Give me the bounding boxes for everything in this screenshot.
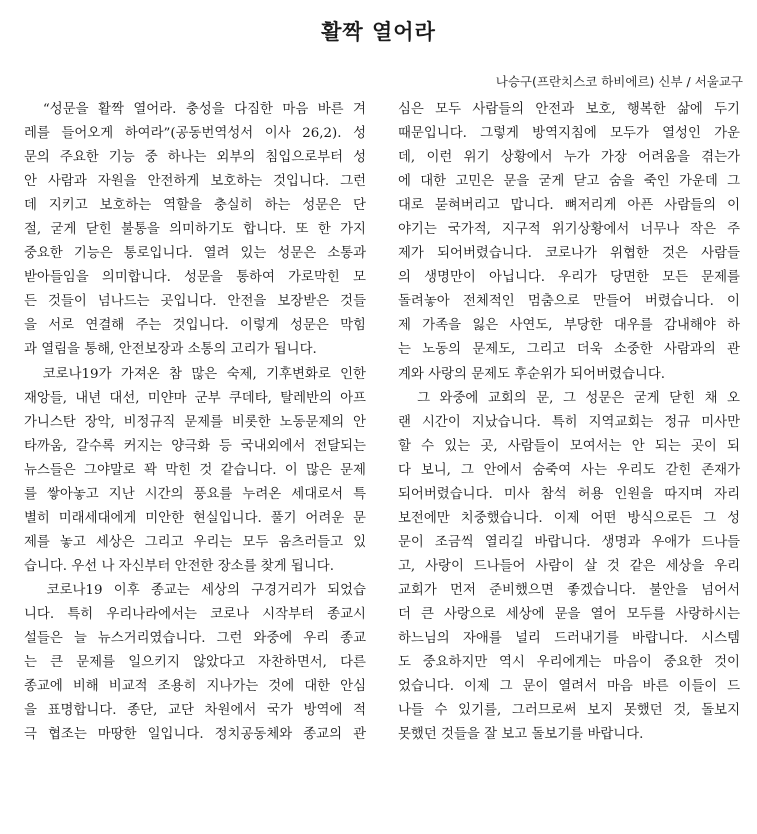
text-line: 제가 되어버렸습니다. 코로나가 위협한 것은 사람들 (398, 246, 740, 262)
text-line: 문의 주요한 기능 중 하나는 외부의 침입으로부터 성 (24, 150, 366, 166)
right-column (398, 98, 740, 747)
text-line: 가니스탄 장악, 비정규직 문제를 비롯한 노동문제의 안 (24, 414, 366, 430)
text-line: 고, 사랑이 드나들어 사람이 살 것 같은 세상을 우리 (398, 558, 740, 574)
text-line: 야기는 국가적, 지구적 위기상황에서 너무나 작은 주 (398, 222, 740, 238)
text-line: 절, 굳게 닫힌 불통을 의미하기도 합니다. 또 한 가지 (24, 222, 366, 238)
text-line: 었습니다. 이제 그 문이 열려서 마음 바른 이들이 드 (398, 679, 740, 695)
left-column (24, 98, 366, 747)
text-line: 극 협조는 마땅한 일입니다. 정치공동체와 종교의 관 (24, 727, 366, 743)
text-line: 돌려놓아 전체적인 멈춤으로 만들어 버렸습니다. 이 (398, 294, 740, 310)
text-line: 문이 조금씩 열리길 바랍니다. 생명과 우애가 드나들 (398, 534, 740, 550)
text-line: 습니다. 우선 나 자신부터 안전한 장소를 찾게 됩니다. (24, 558, 334, 574)
text-line: 때문입니다. 그렇게 방역지침에 모두가 열성인 가운 (398, 126, 740, 142)
text-line: 계와 사랑의 문제도 후순위가 되어버렸습니다. (398, 366, 666, 382)
text-line: 되어버렸습니다. 미사 참석 허용 인원을 따지며 자리 (398, 486, 740, 502)
text-line: 코로나19가 가져온 참 많은 숙제, 기후변화로 인한 (24, 366, 366, 382)
text-line: 니다. 특히 우리나라에서는 코로나 시작부터 종교시 (24, 606, 366, 622)
text-line: 설들은 늘 뉴스거리였습니다. 그런 와중에 우리 종교 (24, 631, 366, 647)
text-line: 대로 묻혀버리고 맙니다. 뼈저리게 아픈 사람들의 이 (398, 198, 740, 214)
text-line: 제 가족을 잃은 사연도, 부당한 대우를 감내해야 하 (398, 318, 740, 334)
text-line: 뉴스들은 그야말로 꽉 막힌 것 같습니다. 이 많은 문제 (24, 462, 366, 478)
text-line: 는 노동의 문제도, 그리고 더욱 소중한 사람과의 관 (398, 342, 740, 358)
author-byline: 나승구(프란치스코 하비에르) 신부 / 서울교구 (495, 74, 743, 89)
text-line: 재앙들, 내년 대선, 미얀마 군부 쿠데타, 탈레반의 아프 (24, 390, 366, 406)
text-line: 그 와중에 교회의 문, 그 성문은 굳게 닫힌 채 오 (398, 390, 740, 406)
text-line: 을 서로 연결해 주는 것입니다. 이렇게 성문은 막힘 (24, 318, 366, 334)
text-line: 데, 이런 위기 상황에서 누가 가장 어려움을 겪는가 (398, 150, 740, 166)
text-line: 교회가 먼저 준비했으면 좋겠습니다. 불안을 넘어서 (398, 582, 740, 598)
text-line: 레를 들어오게 하여라”(공동번역성서 이사 26,2). 성 (24, 126, 366, 142)
text-line: 의 생명만이 아닙니다. 우리가 당면한 모든 문제를 (398, 270, 740, 286)
text-line: 더 큰 사랑으로 세상에 문을 열어 모두를 사랑하시는 (398, 606, 740, 622)
article-title: 활짝 열어라 (321, 20, 436, 44)
text-line: 도 중요하지만 역시 우리에게는 마음이 중요한 것이 (398, 655, 740, 671)
text-line: 제를 놓고 세상은 그리고 우리는 모두 움츠러들고 있 (24, 534, 366, 550)
text-line: 나들 수 있기를, 그러므로써 보지 못했던 것, 돌보지 (398, 703, 740, 719)
text-line: 을 표명합니다. 종단, 교단 차원에서 국가 방역에 적 (24, 703, 366, 719)
text-line: 할 수 있는 곳, 사람들이 모여서는 안 되는 곳이 되 (398, 438, 740, 454)
text-line: 안 사람과 자원을 안전하게 보호하는 것입니다. 그런 (24, 174, 366, 190)
text-line: 심은 모두 사람들의 안전과 보호, 행복한 삶에 두기 (398, 102, 740, 117)
text-line: 별히 미래세대에게 미안한 현실입니다. 풀기 어려운 문 (24, 510, 366, 526)
text-line: “성문을 활짝 열어라. 충성을 다짐한 마음 바른 겨 (24, 102, 366, 117)
text-line: 중요한 기능은 통로입니다. 열려 있는 성문은 소통과 (24, 246, 366, 262)
text-line: 코로나19 이후 종교는 세상의 구경거리가 되었습 (24, 582, 366, 598)
text-line: 든 것들이 넘나드는 곳입니다. 안전을 보장받은 것들 (24, 294, 366, 310)
text-line: 종교에 비해 비교적 조용히 지나가는 것에 대한 안심 (24, 679, 366, 695)
text-line: 데 지키고 보호하는 역할을 충실히 하는 성문은 단 (24, 198, 366, 214)
text-line: 과 열림을 통해, 안전보장과 소통의 고리가 됩니다. (24, 342, 317, 358)
text-line: 다 보니, 그 안에서 숨죽여 사는 우리도 갇힌 존재가 (398, 462, 740, 478)
text-line: 랜 시간이 지났습니다. 특히 지역교회는 정규 미사만 (398, 414, 740, 430)
text-line: 못했던 것들을 잘 보고 돌보기를 바랍니다. (398, 727, 644, 743)
text-line: 를 쌓아놓고 지난 시간의 풍요를 누려온 세대로서 특 (24, 486, 366, 502)
text-line: 하느님의 자애를 널리 드러내기를 바랍니다. 시스템 (398, 631, 740, 647)
text-line: 에 대한 고민은 문을 굳게 닫고 숨을 죽인 가운데 그 (398, 174, 740, 190)
text-line: 받아들임을 의미합니다. 성문을 통하여 가로막힌 모 (24, 270, 366, 286)
text-line: 는 큰 문제를 일으키지 않았다고 자찬하면서, 다른 (24, 655, 366, 671)
text-line: 보전에만 치중했습니다. 이제 어떤 방식으로든 그 성 (398, 510, 740, 526)
text-line: 타까움, 갈수록 커지는 양극화 등 국내외에서 전달되는 (24, 438, 366, 454)
